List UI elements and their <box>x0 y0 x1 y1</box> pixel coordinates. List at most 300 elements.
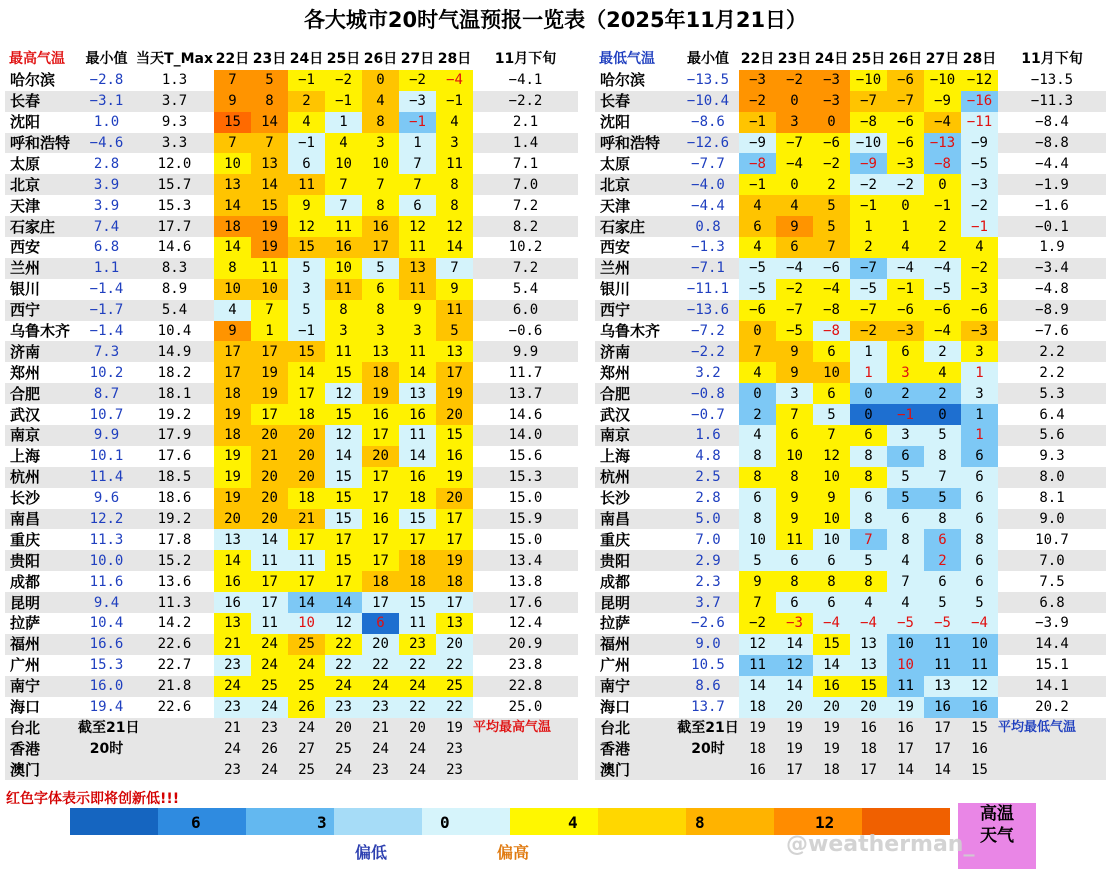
day-temp-cell: −1 <box>325 91 362 112</box>
day-temp-cell: 17 <box>362 467 399 488</box>
day-temp-cell: −6 <box>813 133 850 154</box>
late-nov-avg: 9.3 <box>1039 448 1065 465</box>
day-temp-cell: 8 <box>850 446 887 467</box>
day-temp-cell: 3 <box>776 383 813 404</box>
min-value: −13.6 <box>686 302 730 319</box>
day-temp-cell: −6 <box>739 300 776 321</box>
day-temp-cell: 10 <box>325 258 362 279</box>
min-value: 2.5 <box>695 469 721 486</box>
column-header: 最小值 <box>687 51 729 68</box>
day-temp-cell: 24 <box>409 740 426 757</box>
late-nov-avg: 13.8 <box>508 573 543 590</box>
today-max: 11.3 <box>157 594 192 611</box>
city-name: 海口 <box>10 698 41 717</box>
day-temp-cell: 6 <box>776 237 813 258</box>
city-row <box>5 362 578 383</box>
day-temp-cell: 11 <box>924 655 961 676</box>
column-header: 11月下旬 <box>494 51 557 68</box>
day-temp-cell: 2 <box>924 383 961 404</box>
late-nov-avg: 14.4 <box>1035 636 1069 653</box>
city-row <box>5 509 578 530</box>
day-temp-cell: 16 <box>362 404 399 425</box>
city-name: 南昌 <box>600 510 631 529</box>
day-temp-cell: 21 <box>214 634 251 655</box>
city-row <box>5 425 578 446</box>
city-name: 上海 <box>10 447 41 466</box>
city-name: 成都 <box>600 572 631 591</box>
day-temp-cell: 17 <box>362 425 399 446</box>
min-value: 2.8 <box>93 155 120 172</box>
day-temp-cell: 17 <box>251 571 288 592</box>
city-row <box>595 613 1106 634</box>
day-temp-cell: 16 <box>924 697 961 718</box>
day-temp-cell: 18 <box>362 571 399 592</box>
day-temp-cell: 14 <box>251 529 288 550</box>
day-temp-cell: 14 <box>776 634 813 655</box>
day-temp-cell: 7 <box>813 237 850 258</box>
day-temp-cell: 23 <box>446 761 463 778</box>
late-nov-avg: −11.3 <box>1030 93 1074 110</box>
min-value: 11.4 <box>89 469 124 486</box>
day-temp-cell: 7 <box>776 404 813 425</box>
day-temp-cell: 24 <box>399 676 436 697</box>
day-temp-cell: 18 <box>399 571 436 592</box>
day-temp-cell: 11 <box>325 216 362 237</box>
column-header: 25日 <box>851 51 886 68</box>
day-temp-cell: 22 <box>436 655 473 676</box>
min-value: −1.7 <box>89 302 124 319</box>
day-temp-cell: −2 <box>813 153 850 174</box>
city-name: 天津 <box>10 196 41 215</box>
late-nov-avg: 20.2 <box>1035 699 1069 716</box>
day-temp-cell: 8 <box>251 91 288 112</box>
day-temp-cell: 13 <box>214 529 251 550</box>
day-temp-cell: 10 <box>887 634 924 655</box>
min-value: 10.5 <box>691 657 725 674</box>
min-value: −1.3 <box>691 239 725 256</box>
city-name: 重庆 <box>10 530 41 549</box>
day-temp-cell: 24 <box>251 697 288 718</box>
city-name: 杭州 <box>600 468 631 487</box>
late-nov-avg: −4.1 <box>508 72 543 89</box>
city-row <box>5 112 578 133</box>
late-nov-avg: 15.9 <box>508 511 543 528</box>
day-temp-cell: −2 <box>739 91 776 112</box>
city-name: 郑州 <box>600 363 631 382</box>
min-value: −13.5 <box>686 72 730 89</box>
min-value: −7.7 <box>691 155 725 172</box>
late-nov-avg: 5.4 <box>512 281 539 298</box>
city-name: 贵阳 <box>10 551 41 570</box>
day-temp-cell: −1 <box>850 195 887 216</box>
day-temp-cell: 17 <box>934 740 951 757</box>
day-temp-cell: 20 <box>436 488 473 509</box>
min-value: −10.4 <box>686 93 730 110</box>
late-nov-avg: 10.7 <box>1035 531 1069 548</box>
day-temp-cell: 0 <box>813 112 850 133</box>
min-value: −2.2 <box>691 343 725 360</box>
day-temp-cell: 11 <box>887 676 924 697</box>
city-name: 济南 <box>10 342 41 361</box>
min-value: −2.6 <box>691 615 725 632</box>
day-temp-cell: −6 <box>887 300 924 321</box>
day-temp-cell: 15 <box>325 488 362 509</box>
day-temp-cell: 25 <box>288 634 325 655</box>
day-temp-cell: 23 <box>362 697 399 718</box>
day-temp-cell: −1 <box>739 174 776 195</box>
column-header: 28日 <box>437 51 472 68</box>
city-name: 太原 <box>600 154 631 173</box>
note-cell <box>78 759 135 780</box>
day-temp-cell: 7 <box>214 133 251 154</box>
day-temp-cell: 5 <box>436 321 473 342</box>
day-temp-cell: 15 <box>214 112 251 133</box>
day-temp-cell: 12 <box>776 655 813 676</box>
min-value: −7.2 <box>691 323 725 340</box>
day-temp-cell: 13 <box>362 341 399 362</box>
day-temp-cell: 0 <box>776 91 813 112</box>
day-temp-cell: 14 <box>251 112 288 133</box>
day-temp-cell: 6 <box>813 550 850 571</box>
city-row <box>5 383 578 404</box>
day-temp-cell: 6 <box>887 446 924 467</box>
scale-segment <box>510 808 598 835</box>
city-name: 西宁 <box>600 301 631 320</box>
late-nov-avg: 14.6 <box>508 406 543 423</box>
day-temp-cell: 8 <box>850 467 887 488</box>
day-temp-cell: 2 <box>924 237 961 258</box>
day-temp-cell: 4 <box>850 592 887 613</box>
day-temp-cell: 11 <box>325 279 362 300</box>
day-temp-cell: −3 <box>399 91 436 112</box>
min-value: 0.8 <box>695 218 721 235</box>
day-temp-cell: 11 <box>399 279 436 300</box>
day-temp-cell: 5 <box>850 550 887 571</box>
day-temp-cell: 17 <box>436 529 473 550</box>
day-temp-cell: −11 <box>961 112 998 133</box>
day-temp-cell: −1 <box>288 70 325 91</box>
day-temp-cell: 19 <box>786 740 803 757</box>
city-name: 长春 <box>600 92 631 111</box>
day-temp-cell: −4 <box>850 613 887 634</box>
day-temp-cell: 20 <box>362 446 399 467</box>
today-max: 14.2 <box>157 615 192 632</box>
city-row <box>5 697 578 718</box>
day-temp-cell: 18 <box>749 740 766 757</box>
day-temp-cell: 7 <box>813 425 850 446</box>
city-name: 合肥 <box>10 384 41 403</box>
late-nov-avg: 8.1 <box>1039 490 1065 507</box>
day-temp-cell: 13 <box>850 655 887 676</box>
city-name: 澳门 <box>600 760 631 779</box>
city-row <box>595 509 1106 530</box>
day-temp-cell: 14 <box>214 550 251 571</box>
late-nov-avg: −7.6 <box>1035 323 1069 340</box>
scale-segment <box>422 808 510 835</box>
column-header: 27日 <box>400 51 435 68</box>
min-value: −7.1 <box>691 260 725 277</box>
day-temp-cell: 1 <box>251 321 288 342</box>
day-temp-cell: 10 <box>813 467 850 488</box>
day-temp-cell: 16 <box>362 509 399 530</box>
late-nov-avg: 11.7 <box>508 364 543 381</box>
city-row <box>5 133 578 154</box>
day-temp-cell: 14 <box>288 592 325 613</box>
day-temp-cell: 10 <box>813 529 850 550</box>
day-temp-cell: 19 <box>214 404 251 425</box>
day-temp-cell: 22 <box>325 634 362 655</box>
day-temp-cell: 22 <box>399 697 436 718</box>
avg-label <box>998 759 1106 780</box>
extra-city-row <box>595 718 1106 739</box>
day-temp-cell: 5 <box>739 550 776 571</box>
min-value: 1.6 <box>695 427 721 444</box>
day-temp-cell: 13 <box>436 341 473 362</box>
late-nov-avg: −3.9 <box>1035 615 1069 632</box>
extra-city-row <box>595 738 1106 759</box>
late-nov-avg: 2.1 <box>512 114 539 131</box>
day-temp-cell: 4 <box>961 237 998 258</box>
late-nov-avg: 1.4 <box>512 135 539 151</box>
min-value: 4.8 <box>695 448 721 465</box>
day-temp-cell: 18 <box>823 761 840 778</box>
day-temp-cell: 16 <box>971 740 988 757</box>
day-temp-cell: 9 <box>214 91 251 112</box>
day-temp-cell: 4 <box>739 425 776 446</box>
day-temp-cell: 6 <box>362 279 399 300</box>
day-temp-cell: 7 <box>251 133 288 154</box>
late-nov-avg: −1.6 <box>1035 197 1069 214</box>
day-temp-cell: 6 <box>850 488 887 509</box>
day-temp-cell: 17 <box>325 571 362 592</box>
city-name: 重庆 <box>600 530 631 549</box>
day-temp-cell: 16 <box>325 237 362 258</box>
day-temp-cell: 17 <box>288 571 325 592</box>
day-temp-cell: 5 <box>924 592 961 613</box>
min-value: 10.0 <box>89 552 124 569</box>
day-temp-cell: 1 <box>399 133 436 154</box>
day-temp-cell: 7 <box>739 341 776 362</box>
day-temp-cell: 6 <box>961 509 998 530</box>
late-nov-avg: 9.9 <box>512 343 539 360</box>
city-name: 南京 <box>600 426 631 445</box>
day-temp-cell: 8 <box>739 467 776 488</box>
day-temp-cell: −5 <box>739 279 776 300</box>
day-temp-cell: 6 <box>924 571 961 592</box>
city-name: 杭州 <box>10 468 41 487</box>
note-cell: 20时 <box>89 740 124 757</box>
day-temp-cell: 6 <box>288 153 325 174</box>
min-value: 9.4 <box>93 594 120 611</box>
day-temp-cell: −13 <box>924 133 961 154</box>
day-temp-cell: 0 <box>739 383 776 404</box>
city-row <box>5 467 578 488</box>
day-temp-cell: 8 <box>776 467 813 488</box>
day-temp-cell: 14 <box>897 761 914 778</box>
city-name: 北京 <box>10 175 41 194</box>
city-row <box>5 634 578 655</box>
day-temp-cell: −2 <box>399 70 436 91</box>
day-temp-cell: 25 <box>436 676 473 697</box>
city-row <box>595 362 1106 383</box>
day-temp-cell: 7 <box>325 174 362 195</box>
day-temp-cell: −3 <box>813 91 850 112</box>
extra-city-row <box>5 718 578 739</box>
day-temp-cell: 8 <box>362 300 399 321</box>
day-temp-cell: 15 <box>813 634 850 655</box>
day-temp-cell: 21 <box>251 446 288 467</box>
today-max: 5.4 <box>161 302 188 319</box>
day-temp-cell: 19 <box>214 467 251 488</box>
today-max: 14.9 <box>157 343 192 360</box>
day-temp-cell: −3 <box>961 174 998 195</box>
day-temp-cell: 23 <box>261 719 278 736</box>
city-row <box>5 404 578 425</box>
city-row <box>595 676 1106 697</box>
day-temp-cell: 0 <box>739 321 776 342</box>
day-temp-cell: 15 <box>251 195 288 216</box>
late-nov-avg: 14.0 <box>508 427 543 444</box>
day-temp-cell: 10 <box>251 279 288 300</box>
day-temp-cell: 7 <box>887 571 924 592</box>
min-value: 5.0 <box>695 511 721 528</box>
day-temp-cell: 0 <box>362 70 399 91</box>
today-max: 8.9 <box>161 281 188 298</box>
day-temp-cell: 4 <box>325 133 362 154</box>
city-name: 石家庄 <box>10 217 56 236</box>
today-max: 8.3 <box>161 260 188 277</box>
min-value: 8.7 <box>93 385 120 402</box>
city-row <box>595 258 1106 279</box>
day-temp-cell: 17 <box>362 237 399 258</box>
day-temp-cell: 8 <box>436 195 473 216</box>
day-temp-cell: 4 <box>739 362 776 383</box>
day-temp-cell: −2 <box>961 195 998 216</box>
day-temp-cell: −8 <box>739 153 776 174</box>
day-temp-cell: −3 <box>813 70 850 91</box>
day-temp-cell: −4 <box>924 258 961 279</box>
day-temp-cell: 6 <box>776 592 813 613</box>
day-temp-cell: −7 <box>850 300 887 321</box>
city-name: 澳门 <box>10 760 41 779</box>
min-value: 7.4 <box>93 218 120 235</box>
day-temp-cell: 23 <box>214 655 251 676</box>
day-temp-cell: 9 <box>288 195 325 216</box>
watermark: @weatherman_ <box>786 832 975 857</box>
late-nov-avg: −2.2 <box>508 93 543 110</box>
day-temp-cell: 11 <box>739 655 776 676</box>
min-value: 10.1 <box>89 448 124 465</box>
day-temp-cell: 19 <box>887 697 924 718</box>
min-value: −3.1 <box>89 93 124 110</box>
city-row <box>5 174 578 195</box>
day-temp-cell: 13 <box>214 613 251 634</box>
day-temp-cell: 16 <box>399 467 436 488</box>
day-temp-cell: −6 <box>813 258 850 279</box>
today-max: 13.6 <box>157 573 192 590</box>
city-name: 石家庄 <box>600 217 646 236</box>
scale-segment <box>70 808 158 835</box>
day-temp-cell: 15 <box>971 719 988 736</box>
day-temp-cell: −5 <box>924 279 961 300</box>
city-row <box>595 300 1106 321</box>
day-temp-cell: 14 <box>776 676 813 697</box>
late-nov-avg: 5.6 <box>1039 427 1065 444</box>
today-max: 22.6 <box>157 636 192 653</box>
day-temp-cell: 10 <box>887 655 924 676</box>
day-temp-cell: 1 <box>887 216 924 237</box>
day-temp-cell: 18 <box>436 571 473 592</box>
city-name: 南宁 <box>600 677 631 696</box>
late-nov-avg: 12.4 <box>508 615 543 632</box>
day-temp-cell: −4 <box>813 279 850 300</box>
day-temp-cell: −1 <box>887 404 924 425</box>
day-temp-cell: −4 <box>776 258 813 279</box>
late-nov-avg: 15.1 <box>1035 657 1069 674</box>
day-temp-cell: 20 <box>251 488 288 509</box>
late-nov-avg: −8.8 <box>1035 135 1069 151</box>
day-temp-cell: 2 <box>813 174 850 195</box>
column-header: 最低气温 <box>599 51 655 68</box>
day-temp-cell: 4 <box>887 592 924 613</box>
day-temp-cell: 20 <box>335 719 352 736</box>
day-temp-cell: 8 <box>887 529 924 550</box>
today-max: 3.7 <box>161 93 188 110</box>
day-temp-cell: 11 <box>251 613 288 634</box>
day-temp-cell: 20 <box>288 467 325 488</box>
city-row <box>5 300 578 321</box>
min-value: 1.1 <box>93 260 120 277</box>
day-temp-cell: 6 <box>924 529 961 550</box>
city-row <box>5 91 578 112</box>
day-temp-cell: 17 <box>362 488 399 509</box>
min-value: −2.8 <box>89 72 124 89</box>
late-nov-avg: −0.1 <box>1035 218 1069 235</box>
city-row <box>595 697 1106 718</box>
min-value: 10.7 <box>89 406 124 423</box>
late-nov-avg: 25.0 <box>508 699 543 716</box>
day-temp-cell: 14 <box>214 237 251 258</box>
city-name: 兰州 <box>600 259 631 278</box>
day-temp-cell: 1 <box>961 362 998 383</box>
min-value: 9.6 <box>93 490 120 507</box>
min-value: −0.7 <box>691 406 725 423</box>
city-name: 南京 <box>10 426 41 445</box>
day-temp-cell: 7 <box>436 258 473 279</box>
high-label: 偏高 <box>497 843 530 862</box>
day-temp-cell: 2 <box>924 341 961 362</box>
day-temp-cell: 6 <box>362 613 399 634</box>
today-max: 19.2 <box>157 511 192 528</box>
today-max: 17.8 <box>157 531 192 548</box>
late-nov-avg: −4.8 <box>1035 281 1069 298</box>
day-temp-cell: 14 <box>325 592 362 613</box>
day-temp-cell: 25 <box>288 676 325 697</box>
max-temp-table <box>5 49 578 780</box>
city-row <box>595 529 1106 550</box>
late-nov-avg: 15.0 <box>508 531 543 548</box>
city-name: 香港 <box>10 739 41 758</box>
day-temp-cell: 15 <box>288 237 325 258</box>
day-temp-cell: 24 <box>251 634 288 655</box>
city-name: 昆明 <box>10 593 41 612</box>
day-temp-cell: 17 <box>251 592 288 613</box>
city-name: 合肥 <box>600 384 631 403</box>
day-temp-cell: −12 <box>961 70 998 91</box>
day-temp-cell: 14 <box>813 655 850 676</box>
day-temp-cell: 21 <box>288 509 325 530</box>
min-value: 1.0 <box>93 114 120 131</box>
